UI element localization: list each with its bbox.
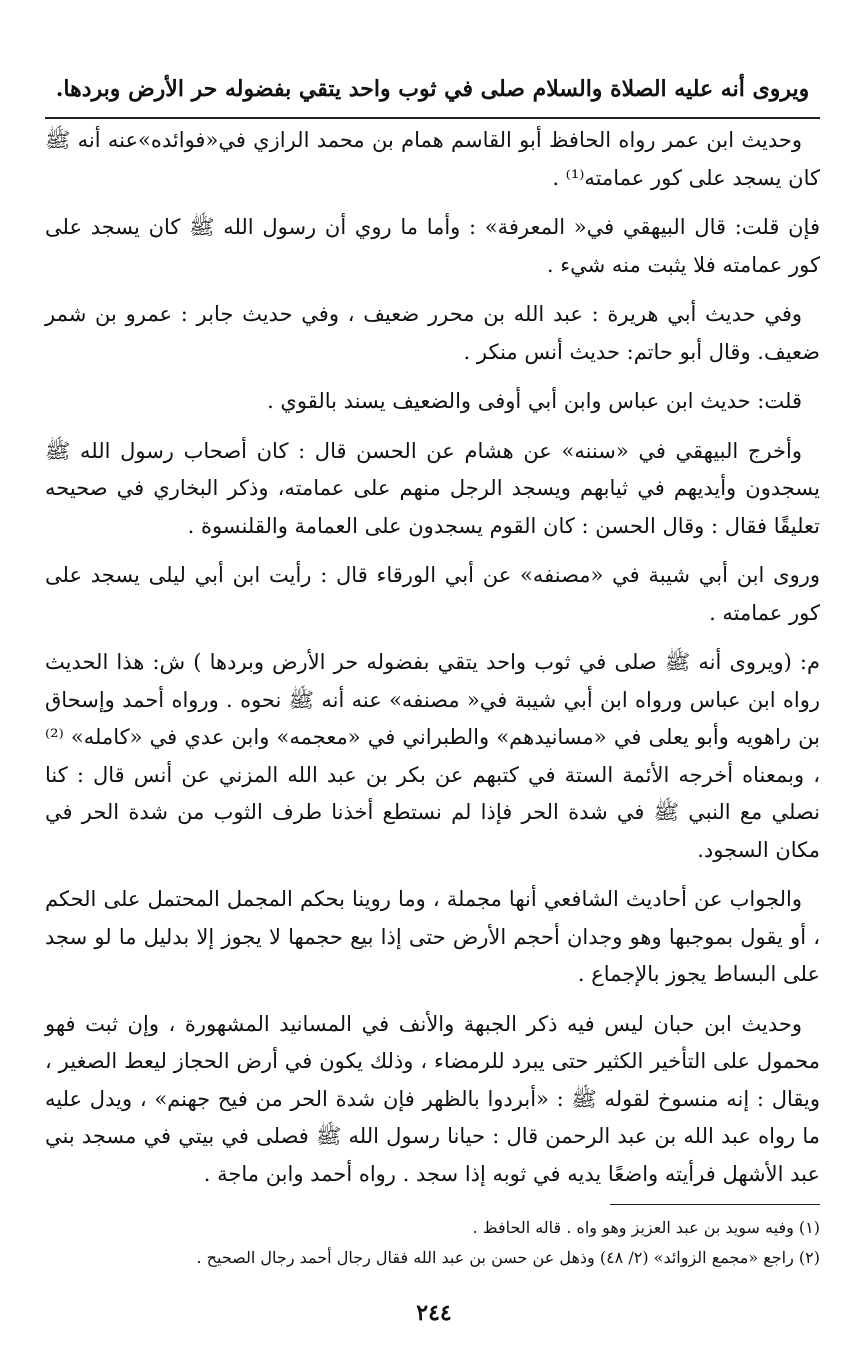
paragraph: وحديث ابن حبان ليس فيه ذكر الجبهة والأنف في المسانيد المشهورة ، وإن ثبت فهو محمول على التأخير الكثير حتى يبرد للرمضاء ، وذلك يكون في أرض الحجاز ليعط الصغير ، ويقال : إنه منسوخ لقوله ﷺ : «أبردوا بالظهر فإن شدة الحر من فيح جهنم» ، ويدل عليه ما رواه عبد الله بن عبد الرحمن قال : حيانا رسول الله ﷺ فصلى في بيتي في مسجد بني عبد الأشهل فرأيته واضعًا يديه في ثوبه إذا سجد . رواه أحمد وابن ماجة . — [45, 1011, 820, 1186]
paragraph: قلت: حديث ابن عباس وابن أبي أوفى والضعيف يسند بالقوي . — [267, 389, 802, 413]
paragraph: وفي حديث أبي هريرة : عبد الله بن محرر ضعيف ، وفي حديث جابر : عمرو بن شمر ضعيف. وقال أبو حاتم: حديث أنس منكر . — [45, 302, 820, 364]
page-number: ٢٤٤ — [416, 1300, 452, 1326]
footnote: (٢) راجع «مجمع الزوائد» (٢/ ٤٨) وذهل عن حسن بن عبد الله فقال رجال أحمد رجال الصحيح . — [196, 1248, 820, 1267]
paragraph: م: (ويروى أنه ﷺ صلى في ثوب واحد يتقي بفضوله حر الأرض وبردها ) ش: هذا الحديث رواه ابن عباس ورواه ابن أبي شيبة في« مصنفه» عنه أنه ﷺ نحوه . ورواه أحمد وإسحاق بن راهويه وأبو يعلى في «مسانيدهم» والطبراني في «معجمه» وابن عدي في «كامله» ⁽²⁾ ، وبمعناه أخرجه الأئمة الستة في كتبهم عن بكر بن عبد الله المزني عن أنس قال : كنا نصلي مع النبي ﷺ في شدة الحر فإذا لم نستطع أخذنا طرف الثوب من شدة الحر في مكان السجود. — [45, 650, 820, 862]
footnote-divider — [610, 1204, 820, 1205]
paragraph: والجواب عن أحاديث الشافعي أنها مجملة ، وما روينا بحكم المجمل المحتمل على الحكم ، أو يقول بموجبها وهو وجدان أحجم الأرض حتى إذا بيع حجمها لا يجوز إلا بدليل ما لو سجد على البساط يجوز بالإجماع . — [45, 887, 820, 986]
footnote: (١) وفيه سويد بن عبد العزيز وهو واه . قاله الحافظ . — [472, 1218, 820, 1237]
paragraph: وأخرج البيهقي في «سننه» عن هشام عن الحسن قال : كان أصحاب رسول الله ﷺ يسجدون وأيديهم في ثيابهم ويسجد الرجل منهم على عمامته، وذكر البخاري في صحيحه تعليقًا فقال : وقال الحسن : كان القوم يسجدون على العمامة والقلنسوة . — [45, 438, 820, 538]
main-text — [45, 122, 820, 1205]
paragraph: وحديث ابن عمر رواه الحافظ أبو القاسم همام بن محمد الرازي في«فوائده»عنه أنه ﷺ كان يسجد على كور عمامته⁽¹⁾ . — [45, 128, 820, 190]
paragraph: وروى ابن أبي شيبة في «مصنفه» عن أبي الورقاء قال : رأيت ابن أبي ليلى يسجد على كور عمامته . — [45, 563, 820, 625]
header-divider — [45, 117, 820, 119]
footnotes — [45, 1213, 820, 1273]
page-header: ويروى أنه عليه الصلاة والسلام صلى في ثوب واحد يتقي بفضوله حر الأرض وبردها. — [55, 76, 810, 102]
paragraph: فإن قلت: قال البيهقي في« المعرفة» : وأما ما روي أن رسول الله ﷺ كان يسجد على كور عمامته فلا يثبت منه شيء . — [45, 215, 820, 277]
